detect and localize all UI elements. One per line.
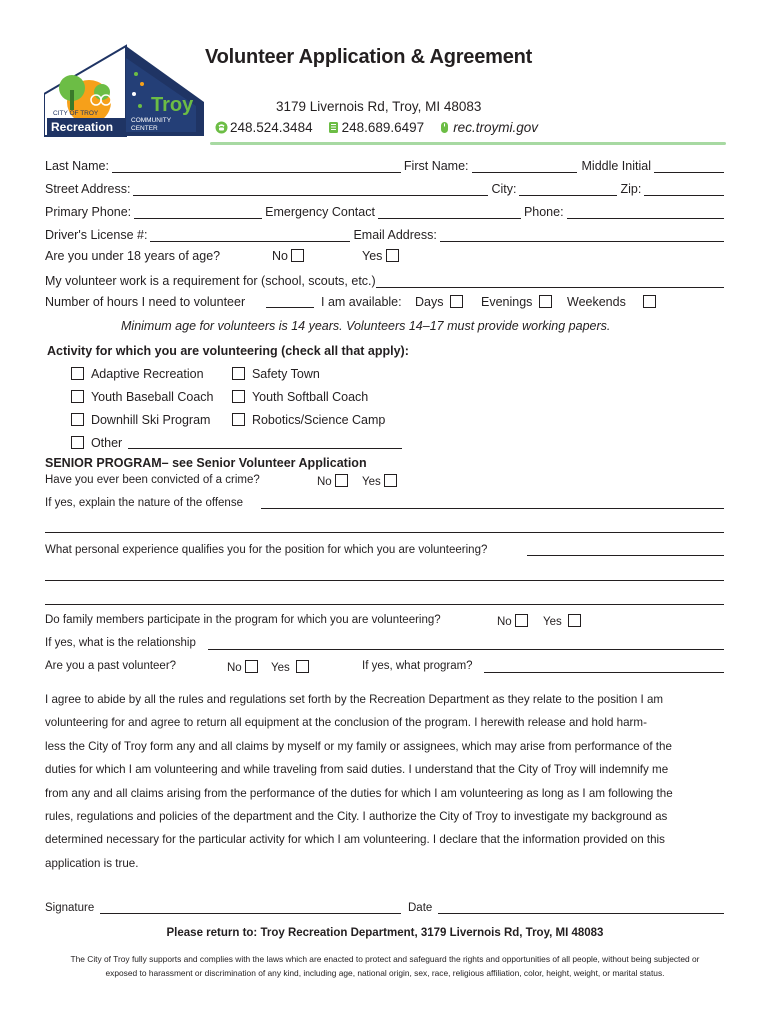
baseball-checkbox[interactable] [71, 390, 84, 403]
logo-city-text: CITY OF TROY [53, 110, 99, 117]
other-checkbox[interactable] [71, 436, 84, 449]
softball-checkbox[interactable] [232, 390, 245, 403]
softball-label: Youth Softball Coach [251, 390, 369, 404]
offense-label: If yes, explain the nature of the offense [45, 497, 243, 509]
activity-robotics [232, 413, 385, 427]
adaptive-checkbox[interactable] [71, 367, 84, 380]
baseball-label: Youth Baseball Coach [90, 390, 214, 404]
phone2-text[interactable]: 248.689.6497 [341, 120, 425, 135]
hours-field[interactable] [266, 307, 314, 308]
last-name-label: Last Name: [45, 159, 109, 173]
address: 3179 Livernois Rd, Troy, MI 48083 [276, 99, 482, 114]
activity-baseball [71, 390, 214, 404]
experience-field-2[interactable] [45, 580, 724, 581]
city-label: City: [491, 182, 517, 196]
logo-cc-text: COMMUNITY CENTER [131, 117, 172, 132]
under18-no [272, 249, 304, 263]
zip-label: Zip: [620, 182, 642, 196]
page-title: Volunteer Application & Agreement [205, 46, 533, 68]
mouse-icon [438, 121, 451, 134]
street-label: Street Address: [45, 182, 131, 196]
emergency-contact-label: Emergency Contact [265, 205, 375, 219]
requirement-row [45, 270, 724, 288]
senior-program-note: SENIOR PROGRAM– see Senior Volunteer Application [45, 456, 367, 470]
signature-field[interactable] [100, 913, 401, 914]
no-label: No [317, 476, 332, 488]
signature-label: Signature [45, 902, 95, 914]
address-row [45, 178, 724, 196]
agreement-line: rules, regulations and policies of the department and the City. I authorize the City of Troy to investigate my background as [45, 810, 668, 824]
crime-yes [362, 474, 397, 488]
no-label: No [497, 616, 512, 628]
emergency-contact-field[interactable] [378, 206, 521, 219]
what-program-field[interactable] [484, 672, 724, 673]
phone-primary [215, 120, 313, 135]
robotics-checkbox[interactable] [232, 413, 245, 426]
under18-label: Are you under 18 years of age? [45, 249, 221, 263]
zip-field[interactable] [644, 183, 724, 196]
website [438, 120, 538, 135]
evenings-label: Evenings [481, 295, 533, 309]
name-row [45, 155, 724, 173]
agreement-line: application is true. [45, 856, 139, 870]
agreement-line: volunteering for and agree to return all equipment at the conclusion of the program. I herewith release and hold harm- [45, 716, 647, 730]
yes-label: Yes [271, 662, 290, 674]
experience-field[interactable] [527, 555, 724, 556]
activity-safety [232, 367, 320, 381]
yes-label: Yes [543, 616, 562, 628]
agreement-line: less the City of Troy form any and all claims by myself or my family or assignees, which may arise from performance of the [45, 739, 672, 753]
license-label: Driver's License #: [45, 228, 148, 242]
family-no [497, 614, 528, 628]
family-no-checkbox[interactable] [515, 614, 528, 627]
logo-recreation-text: Recreation [51, 120, 114, 134]
under18-yes [362, 249, 399, 263]
date-label: Date [408, 902, 433, 914]
crime-label: Have you ever been convicted of a crime? [45, 474, 260, 486]
city-field[interactable] [519, 183, 617, 196]
other-label: Other [90, 436, 123, 450]
family-yes-checkbox[interactable] [568, 614, 581, 627]
activity-softball [232, 390, 368, 404]
activities-heading: Activity for which you are volunteering (check all that apply): [47, 344, 409, 358]
past-no-checkbox[interactable] [245, 660, 258, 673]
offense-field-2[interactable] [45, 532, 724, 533]
activity-adaptive [71, 367, 204, 381]
date-field[interactable] [438, 913, 724, 914]
header-divider [210, 142, 726, 145]
first-name-field[interactable] [472, 160, 577, 173]
evenings-option [481, 295, 552, 309]
what-program-label: If yes, what program? [362, 660, 473, 672]
phone-label: Phone: [523, 205, 564, 219]
under18-yes-checkbox[interactable] [386, 249, 399, 262]
relationship-label: If yes, what is the relationship [45, 637, 196, 649]
email-label: Email Address: [353, 228, 437, 242]
other-field[interactable] [128, 448, 402, 449]
offense-field[interactable] [261, 508, 724, 509]
first-name-label: First Name: [403, 159, 469, 173]
street-field[interactable] [133, 183, 488, 196]
activity-ski [71, 413, 210, 427]
min-age-note: Minimum age for volunteers is 14 years. Volunteers 14–17 must provide working papers. [121, 319, 611, 333]
return-instructions: Please return to: Troy Recreation Department, 3179 Livernois Rd, Troy, MI 48083 [166, 927, 604, 939]
phone-icon [215, 121, 228, 134]
days-option [415, 295, 463, 309]
license-row [45, 224, 724, 242]
evenings-checkbox[interactable] [539, 295, 552, 308]
crime-no-checkbox[interactable] [335, 474, 348, 487]
logo-troy-text: Troy [151, 94, 194, 116]
past-yes-checkbox[interactable] [296, 660, 309, 673]
primary-phone-label: Primary Phone: [45, 205, 132, 219]
no-label: No [227, 662, 242, 674]
crime-yes-checkbox[interactable] [384, 474, 397, 487]
yes-label: Yes [362, 249, 383, 263]
available-label: I am available: [321, 295, 402, 309]
middle-initial-label: Middle Initial [581, 159, 651, 173]
requirement-field[interactable] [376, 275, 724, 288]
requirement-label: My volunteer work is a requirement for (school, scouts, etc.) [45, 274, 376, 288]
relationship-field[interactable] [208, 649, 724, 650]
agreement-text [45, 688, 725, 875]
weekends-checkbox[interactable] [643, 295, 656, 308]
last-name-field[interactable] [112, 160, 401, 173]
fax-icon [327, 121, 340, 134]
family-label: Do family members participate in the program for which you are volunteering? [45, 614, 441, 626]
phone1-text[interactable]: 248.524.3484 [230, 120, 313, 135]
ski-checkbox[interactable] [71, 413, 84, 426]
days-checkbox[interactable] [450, 295, 463, 308]
primary-phone-field[interactable] [134, 206, 262, 219]
agreement-line: duties for which I am volunteering and while traveling from said duties. I understand that the City of Troy will indemnify me [45, 763, 669, 777]
safety-checkbox[interactable] [232, 367, 245, 380]
past-volunteer-label: Are you a past volunteer? [45, 660, 177, 672]
experience-label: What personal experience qualifies you for the position for which you are volunteering? [45, 544, 488, 556]
middle-initial-field[interactable] [654, 160, 724, 173]
robotics-label: Robotics/Science Camp [251, 413, 386, 427]
past-yes [271, 660, 309, 674]
crime-no [317, 474, 348, 488]
notice-line-1: The City of Troy fully supports and complies with the laws which are enacted to protect and safeguard the rights and opportunities of all people, without being subjected or [70, 954, 700, 964]
agreement-line: determined necessary for the particular activity for which I am volunteering. I declare that the information provided on this [45, 833, 665, 847]
adaptive-label: Adaptive Recreation [90, 367, 204, 381]
family-yes [543, 614, 581, 628]
no-label: No [272, 249, 288, 263]
past-no [227, 660, 258, 674]
license-field[interactable] [150, 229, 350, 242]
email-field[interactable] [440, 229, 724, 242]
nondiscrimination-notice [40, 952, 730, 980]
contact-line [215, 120, 538, 135]
weekends-option [567, 295, 656, 309]
under18-no-checkbox[interactable] [291, 249, 304, 262]
yes-label: Yes [362, 476, 381, 488]
hours-label: Number of hours I need to volunteer [45, 295, 246, 309]
ski-label: Downhill Ski Program [90, 413, 211, 427]
days-label: Days [415, 295, 444, 309]
agreement-line: from any and all claims arising from the performance of the duties for which I am volunteering as long as I am following the [45, 786, 673, 800]
emergency-phone-field[interactable] [567, 206, 724, 219]
city-of-troy-logo [44, 44, 209, 139]
notice-line-2: exposed to harassment or discrimination of any kind, including age, national origin, sex, race, religious affiliation, color, height, weight, or marital status. [105, 968, 665, 978]
weekends-label: Weekends [567, 295, 626, 309]
safety-label: Safety Town [251, 367, 320, 381]
agreement-line: I agree to abide by all the rules and regulations set forth by the Recreation Department as they relate to the position I am [45, 693, 664, 706]
experience-field-3[interactable] [45, 604, 724, 605]
phone-fax [327, 120, 425, 135]
phone-row [45, 201, 724, 219]
website-link[interactable]: rec.troymi.gov [453, 120, 538, 135]
activity-other [71, 436, 122, 450]
